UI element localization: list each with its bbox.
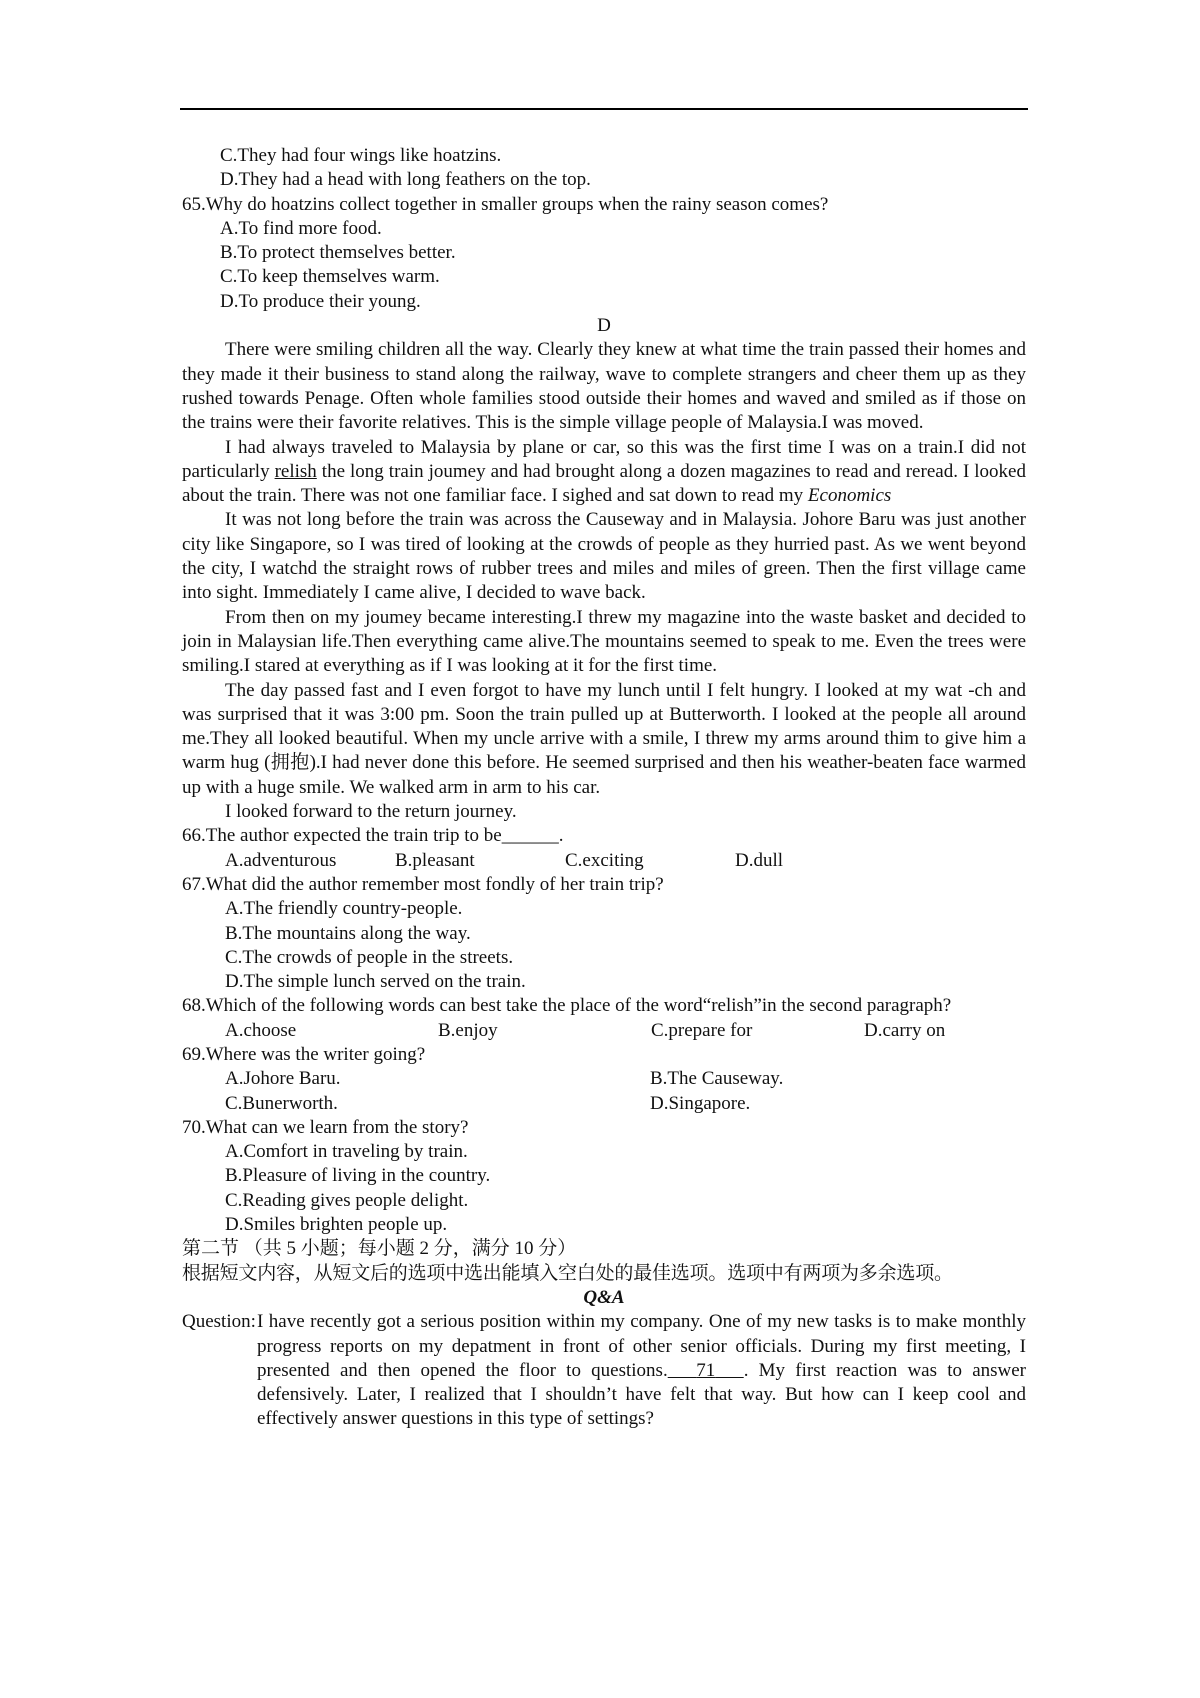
- section-2-instruction: 根据短文内容，从短文后的选项中选出能填入空白处的最佳选项。选项中有两项为多余选项。: [182, 1262, 953, 1284]
- passage-d-paragraph-6: I looked forward to the return journey.: [225, 801, 517, 823]
- q66-options: [182, 849, 1026, 873]
- qa-question: [182, 1310, 1026, 1431]
- q70-option-a: A.Comfort in traveling by train.: [225, 1141, 468, 1163]
- passage-d-paragraph-5: The day passed fast and I even forgot to have my lunch until I felt hungry. I looked at my wat -ch and was surprised that it was 3:00 pm. Soon the train pulled up at Butterworth. I looked at the people all around me.They all looked beautiful. When my uncle arrive with a smile, I threw my arms around thim to give him a warm hug (拥抱).I had never done this before. He seemed surprised and then his weather-beaten face warmed up with a huge smile. We walked arm in arm to his car.: [182, 679, 1026, 798]
- q69-stem: 69.Where was the writer going?: [182, 1043, 426, 1065]
- q65-stem: 65.Why do hoatzins collect together in smaller groups when the rainy season comes?: [182, 193, 829, 215]
- passage-d-label: D: [597, 315, 611, 337]
- qa-title: Q&A: [583, 1286, 625, 1308]
- passage-d-paragraph-3: It was not long before the train was across the Causeway and in Malaysia. Johore Baru was just another city like Singapore, so I was tired of looking at the crowds of people as they hurried past. As we went beyond the city, I watchd the straight rows of rubber trees and miles and miles of green. Then the first village came into sight. Immediately I came alive, I decided to wave back.: [182, 509, 1026, 604]
- q65-option-c: C.To keep themselves warm.: [220, 266, 440, 288]
- q68-stem: 68.Which of the following words can best take the place of the word“relish”in the second paragraph?: [182, 995, 952, 1017]
- economics-title: Economics: [807, 485, 892, 507]
- q68-option-a: A.choose: [225, 1019, 297, 1041]
- q66-option-b: B.pleasant: [395, 849, 475, 871]
- question-text-a: I have recently got a serious position within my company. One of my new tasks is to make monthly progress reports on my depatment in front of other senior officials. During my first meeting, I presented and then opened the floor to questions.: [257, 1311, 1026, 1381]
- q67-stem: 67.What did the author remember most fondly of her train trip?: [182, 873, 664, 895]
- q68-option-b: B.enjoy: [438, 1019, 498, 1041]
- passage-d-paragraph-2: [182, 436, 1026, 509]
- q70-stem: 70.What can we learn from the story?: [182, 1116, 469, 1138]
- question-text: [257, 1310, 1026, 1431]
- q68-option-d: D.carry on: [864, 1019, 946, 1041]
- q68-option-c: C.prepare for: [651, 1019, 753, 1041]
- q64-option-c: C.They had four wings like hoatzins.: [220, 145, 502, 166]
- paragraph-2-text-b: the long train joumey and had brought along a dozen magazines to read and reread. I looked about the train. There was not one familiar face. I sighed and sat down to read my: [182, 460, 1026, 507]
- relish-word: relish: [274, 460, 317, 482]
- q69-option-d: D.Singapore.: [650, 1092, 751, 1114]
- passage-d-paragraph-1: There were smiling children all the way. Clearly they knew at what time the train passed their homes and they made it their business to stand along the railway, wave to complete strangers and cheer them up as they rushed towards Penage. Often whole families stood outside their homes and waved and smiled as if those on the trains were their favorite relatives. This is the simple village people of Malaysia.I was moved.: [182, 339, 1026, 434]
- q67-option-b: B.The mountains along the way.: [225, 922, 471, 944]
- question-label: Question:: [182, 1311, 256, 1333]
- q70-option-d: D.Smiles brighten people up.: [225, 1214, 448, 1236]
- passage-d-paragraph-4: From then on my joumey became interesting.I threw my magazine into the waste basket and decided to join in Malaysian life.Then everything came alive.The mountains seemed to speak to me. Even the trees were smiling.I stared at everything as if I was looking at it for the first time.: [182, 606, 1026, 677]
- q66-option-a: A.adventurous: [225, 849, 337, 871]
- q69-option-b: B.The Causeway.: [650, 1068, 784, 1090]
- document-page: [182, 144, 1026, 1432]
- section-2-heading: 第二节 （共 5 小题；每小题 2 分，满分 10 分）: [182, 1238, 577, 1260]
- q64-option-d: D.They had a head with long feathers on the top.: [220, 169, 591, 191]
- blank-71-number: 71: [696, 1359, 716, 1381]
- question-text-b: . My first reaction was to answer defensively. Later, I realized that I shouldn’t have felt that way. But how can I keep cool and effectively answer questions in this type of settings?: [257, 1359, 1026, 1430]
- q65-option-d: D.To produce their young.: [220, 290, 421, 312]
- q65-option-a: A.To find more food.: [220, 217, 382, 239]
- q67-option-d: D.The simple lunch served on the train.: [225, 971, 526, 993]
- q67-option-a: A.The friendly country-people.: [225, 898, 463, 920]
- blank-71: [668, 1359, 744, 1383]
- q67-option-c: C.The crowds of people in the streets.: [225, 946, 514, 968]
- q69-option-a: A.Johore Baru.: [225, 1068, 341, 1090]
- q66-option-d: D.dull: [735, 849, 784, 871]
- q69-options: [182, 1067, 1026, 1116]
- q70-option-c: C.Reading gives people delight.: [225, 1189, 469, 1211]
- q70-option-b: B.Pleasure of living in the country.: [225, 1165, 491, 1187]
- q69-option-c: C.Bunerworth.: [225, 1092, 338, 1114]
- paragraph-2-text-a: I had always traveled to Malaysia by plane or car, so this was the first time I was on a train.I did not particularly: [182, 436, 1026, 482]
- q66-option-c: C.exciting: [565, 849, 644, 871]
- q65-option-b: B.To protect themselves better.: [220, 242, 456, 264]
- q68-options: [182, 1019, 1026, 1043]
- header-rule: [180, 108, 1028, 110]
- q66-stem: 66.The author expected the train trip to be______.: [182, 825, 564, 847]
